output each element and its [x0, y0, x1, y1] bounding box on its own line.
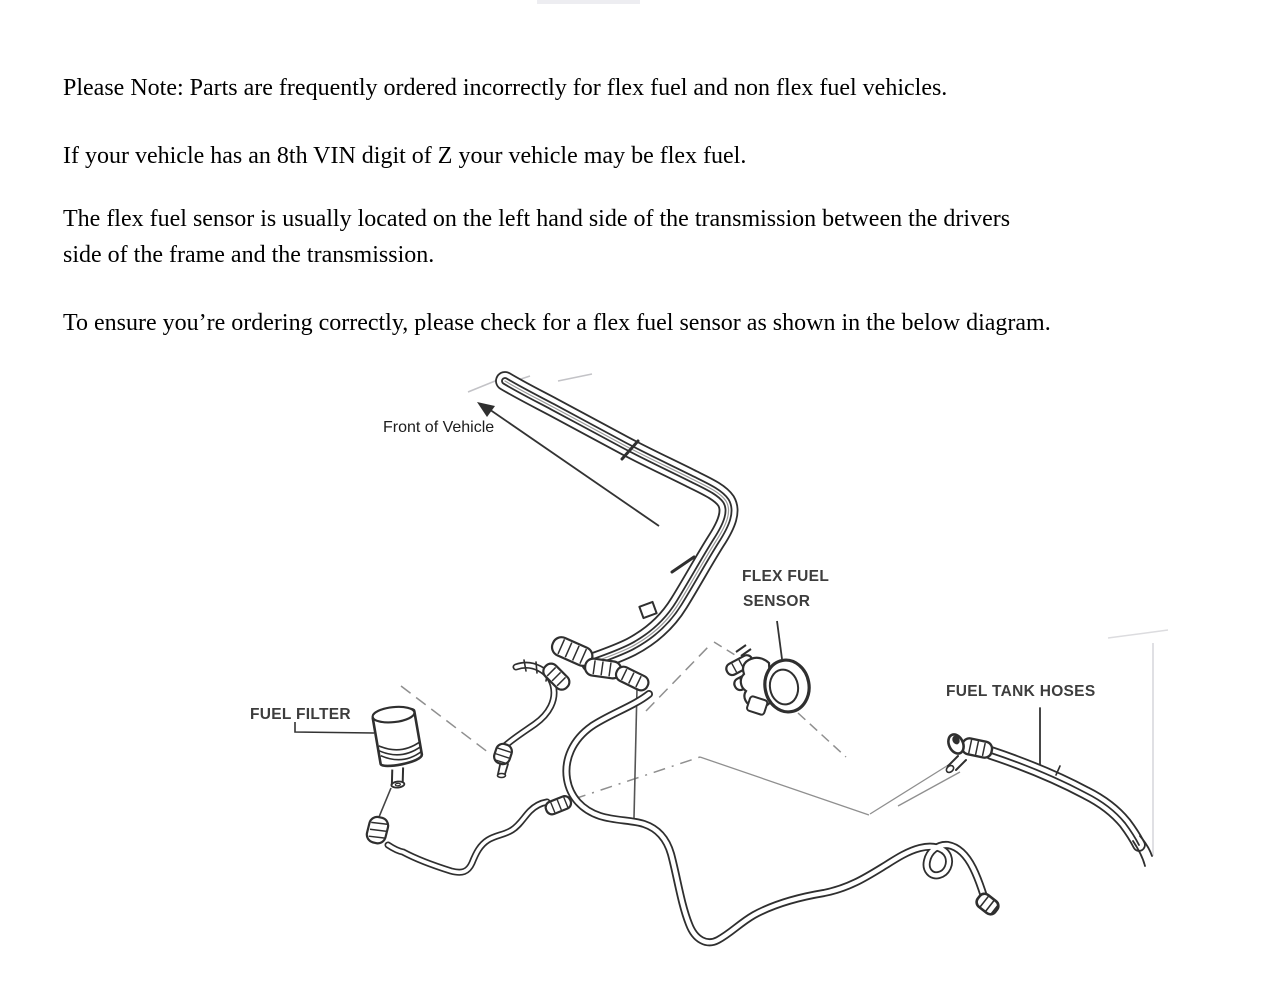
dashed-line: [646, 645, 710, 711]
filter-drop-line: [379, 788, 391, 817]
fuel-filter-drawing: [295, 705, 425, 845]
fuel-tank-hoses-label: FUEL TANK HOSES: [946, 683, 1096, 700]
dashed-line: [798, 713, 846, 757]
ribbed-fitting: [540, 661, 572, 693]
lower-s-hose: [566, 694, 1000, 942]
front-of-vehicle-label: Front of Vehicle: [383, 419, 495, 436]
dashed-line: [714, 642, 735, 655]
connector-nipple: [948, 756, 966, 770]
dashed-line: [574, 757, 700, 799]
fitting-tip-end: [498, 774, 506, 778]
flex-fuel-sensor-label-line2: SENSOR: [743, 593, 811, 610]
filter-elbow-fitting: [365, 815, 390, 845]
note-line: Please Note: Parts are frequently ordered incorrectly for flex fuel and non flex fuel vehicles.: [63, 75, 948, 101]
hose-end-fitting: [492, 742, 513, 766]
hose-rib: [536, 662, 537, 673]
image-edge-artifact: [1108, 630, 1168, 638]
curved-hose-left: [492, 660, 554, 778]
frame-thin-line: [870, 764, 950, 814]
flex-fuel-sensor-label-line1: FLEX FUEL: [742, 568, 830, 585]
vin-line: If your vehicle has an 8th VIN digit of Z your vehicle may be flex fuel.: [63, 143, 747, 169]
bottom-left-hose: [388, 794, 573, 872]
bracket-tab: [639, 602, 656, 618]
fuel-tank-hoses-drawing: [945, 708, 1152, 866]
arrowhead: [477, 402, 495, 417]
ribbed-fitting: [614, 664, 651, 692]
flex-fuel-sensor-pointer-line: [777, 621, 782, 659]
hose-inline-connector: [544, 794, 573, 816]
hose-end-connector: [974, 891, 1001, 916]
main-fuel-line-bundle: [505, 381, 729, 663]
sensor-clip: [736, 645, 751, 656]
fitting-tip: [498, 764, 508, 774]
tank-hose-connector: [945, 732, 993, 774]
fuel-filter-label: FUEL FILTER: [250, 706, 351, 723]
filter-nipple-end: [391, 781, 405, 788]
location-line-1: The flex fuel sensor is usually located on the left hand side of the transmission between the drivers: [63, 206, 1011, 232]
frame-thin-line: [700, 757, 869, 815]
check-line: To ensure you’re ordering correctly, please check for a flex fuel sensor as shown in the below diagram.: [63, 310, 1051, 336]
sketch-mark: [558, 374, 592, 381]
flex-fuel-sensor-drawing: [724, 621, 813, 715]
location-line-2: side of the frame and the transmission.: [63, 242, 435, 268]
